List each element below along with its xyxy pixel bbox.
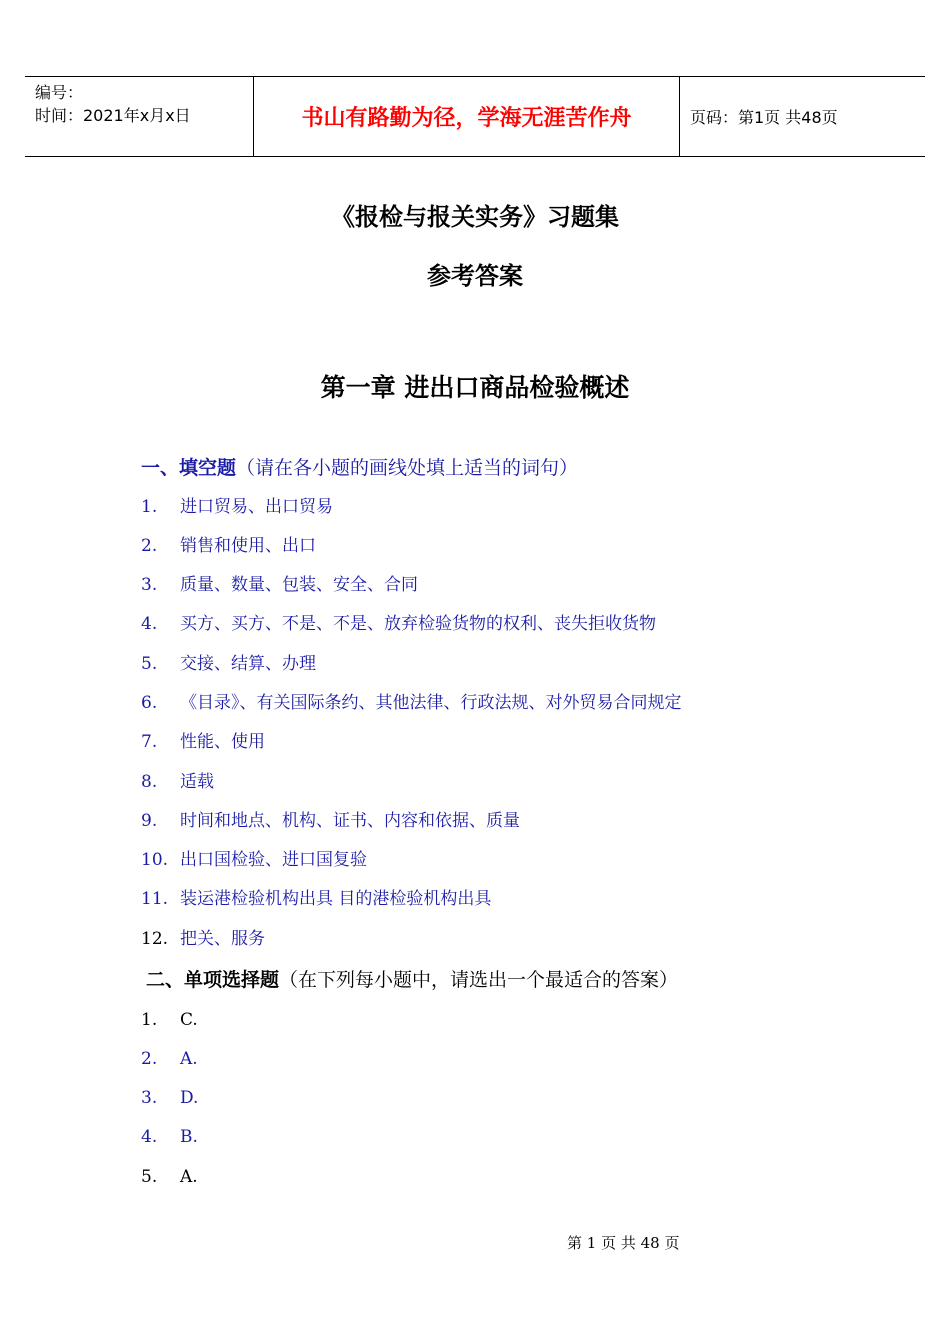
list-item <box>141 535 316 557</box>
item-answer: A. <box>180 1049 198 1069</box>
number-label: 编号： <box>35 83 84 102</box>
list-item <box>141 653 316 675</box>
header-info-cell <box>25 77 254 156</box>
section-heading-single-choice <box>146 965 678 992</box>
chapter-title: 第一章 进出口商品检验概述 <box>320 373 630 402</box>
list-item <box>141 849 367 871</box>
section-heading-label: 二、单项选择题 <box>146 969 280 991</box>
list-item <box>141 1126 198 1148</box>
list-item <box>141 496 333 518</box>
time-label: 时间：2021年x月x日 <box>35 106 191 125</box>
list-item <box>141 928 265 950</box>
list-item <box>141 692 682 714</box>
list-item <box>141 771 214 793</box>
document-title: 《报检与报关实务》习题集 <box>331 203 619 231</box>
item-number: 11. <box>141 889 169 909</box>
item-number: 6. <box>141 693 158 713</box>
item-answer: 销售和使用、出口 <box>180 536 316 556</box>
item-number: 3. <box>141 575 158 595</box>
item-number: 2. <box>141 536 158 556</box>
item-answer: 买方、买方、不是、不是、放弃检验货物的权利、丧失拒收货物 <box>180 614 656 634</box>
item-number: 5. <box>141 1167 158 1187</box>
list-item <box>141 1087 198 1109</box>
section-heading-note: （请在各小题的画线处填上适当的词句） <box>236 457 579 479</box>
item-answer: 《目录》、有关国际条约、其他法律、行政法规、对外贸易合同规定 <box>180 693 682 713</box>
item-answer: C. <box>180 1010 198 1030</box>
item-answer: 把关、服务 <box>180 929 265 949</box>
item-answer: 适载 <box>180 772 214 792</box>
item-number: 10. <box>141 850 169 870</box>
list-item <box>141 1009 198 1031</box>
header-motto: 书山有路勤为径，学海无涯苦作舟 <box>254 77 680 156</box>
page-footer: 第 1 页 共 48 页 <box>567 1234 680 1252</box>
item-answer: D. <box>180 1088 199 1108</box>
item-number: 4. <box>141 1127 158 1147</box>
item-answer: 进口贸易、出口贸易 <box>180 497 333 517</box>
list-item <box>141 810 520 832</box>
section-heading-note: （在下列每小题中，请选出一个最适合的答案） <box>279 969 679 991</box>
item-number: 2. <box>141 1049 158 1069</box>
item-number: 5. <box>141 654 158 674</box>
section-heading-label: 一、填空题 <box>141 457 237 479</box>
item-answer: A. <box>180 1167 198 1187</box>
page-header <box>25 76 925 157</box>
header-page-label: 页码：第1页 共48页 <box>690 108 838 127</box>
item-number: 12. <box>141 929 169 949</box>
item-answer: 出口国检验、进口国复验 <box>180 850 367 870</box>
list-item <box>141 613 656 635</box>
list-item <box>141 574 418 596</box>
item-answer: 时间和地点、机构、证书、内容和依据、质量 <box>180 811 520 831</box>
item-answer: B. <box>180 1127 198 1147</box>
item-answer: 交接、结算、办理 <box>180 654 316 674</box>
list-item <box>141 1166 198 1188</box>
item-answer: 性能、使用 <box>180 732 265 752</box>
item-number: 1. <box>141 497 158 517</box>
item-number: 8. <box>141 772 158 792</box>
item-answer: 质量、数量、包装、安全、合同 <box>180 575 418 595</box>
list-item <box>141 731 265 753</box>
item-answer: 装运港检验机构出具 目的港检验机构出具 <box>180 889 492 909</box>
section-heading-fill-blank <box>141 453 578 480</box>
item-number: 9. <box>141 811 158 831</box>
item-number: 4. <box>141 614 158 634</box>
item-number: 3. <box>141 1088 158 1108</box>
list-item <box>141 1048 198 1070</box>
list-item <box>141 888 491 910</box>
document-subtitle: 参考答案 <box>427 262 523 290</box>
item-number: 1. <box>141 1010 158 1030</box>
item-number: 7. <box>141 732 158 752</box>
